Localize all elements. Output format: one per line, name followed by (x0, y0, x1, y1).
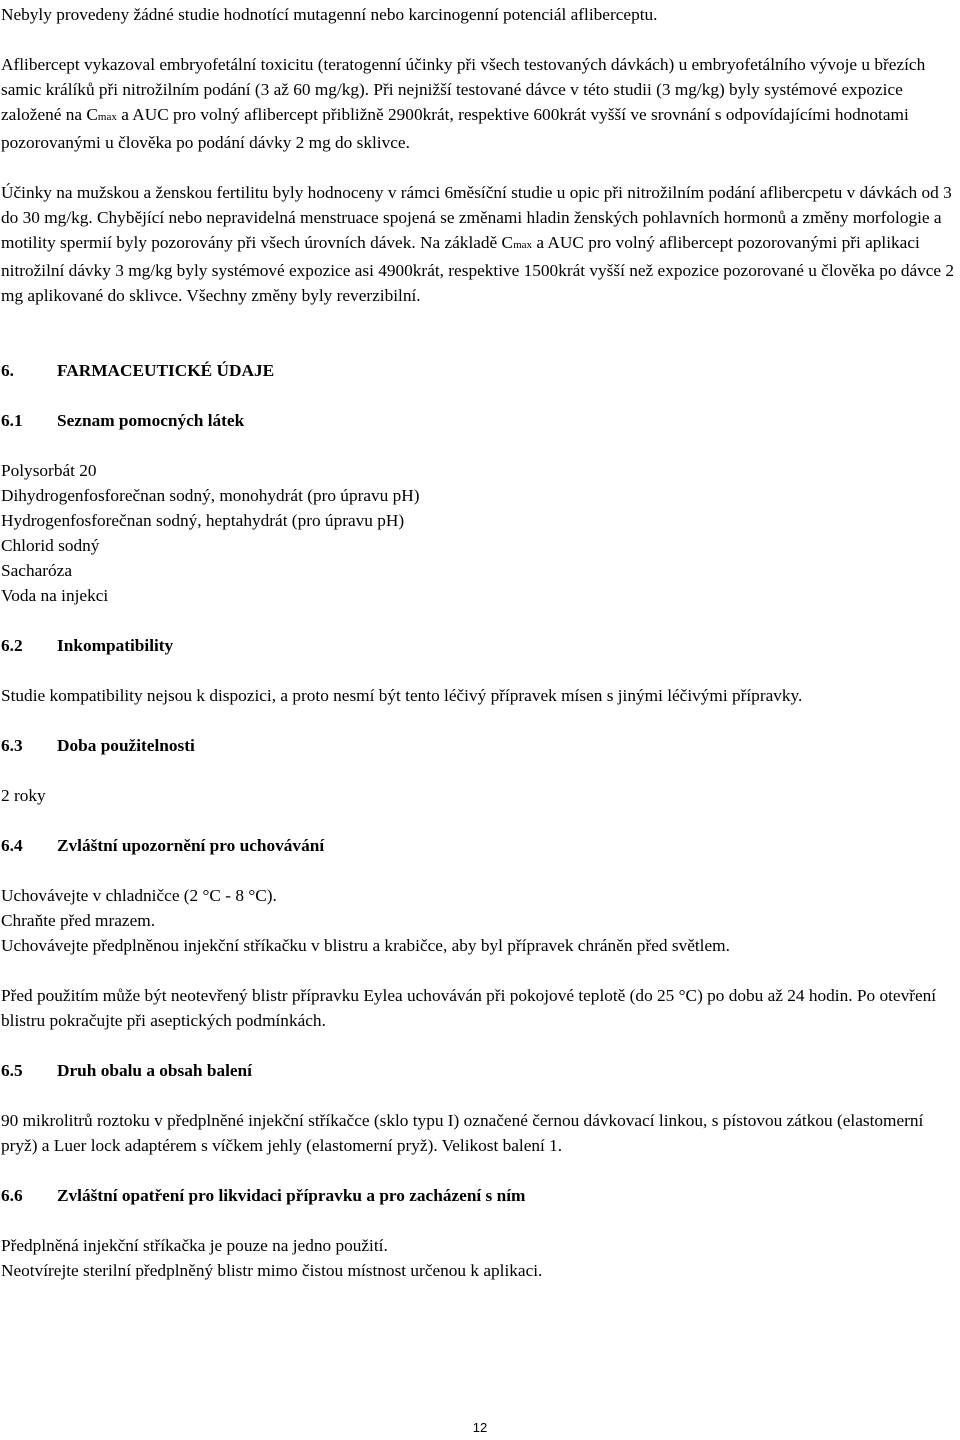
intro-paragraph-2-part-b: a AUC pro volný aflibercept přibližně 2900krát, respektive 600krát vyšší ve srovnání s odpovídajícími hodnotami pozorovanými u člověka po podání dávky 2 mg do sklivce. (1, 105, 909, 152)
list-item: Voda na injekci (1, 586, 109, 605)
page-number: 12 (472, 1420, 488, 1435)
section-number: 6.3 (1, 736, 23, 755)
section-number: 6.2 (1, 636, 23, 655)
section-6-2-heading (1, 633, 957, 658)
intro-paragraph-2 (1, 52, 957, 155)
excipients-list (1, 458, 957, 608)
disposal-line: Předplněná injekční stříkačka je pouze na jedno použití. (1, 1236, 388, 1255)
section-title: Druh obalu a obsah balení (57, 1061, 252, 1080)
list-item: Polysorbát 20 (1, 461, 97, 480)
list-item: Sacharóza (1, 561, 72, 580)
section-6-heading (1, 358, 957, 383)
section-title: Seznam pomocných látek (57, 411, 245, 430)
disposal-lines (1, 1233, 957, 1283)
list-item: Dihydrogenfosforečnan sodný, monohydrát (pro úpravu pH) (1, 486, 420, 505)
section-6-3-heading (1, 733, 957, 758)
intro-paragraph-2-part-a: Aflibercept vykazoval embryofetální toxicitu (teratogenní účinky při všech testovaných dávkách) u embryofetálního vývoje u březích samic králíků při nitrožilním podání (3 až 60 mg/kg). Při nejnižší testované dávce v této studii (3 mg/kg) byly systémové expozice založené na C (1, 55, 926, 124)
storage-line: Chraňte před mrazem. (1, 911, 156, 930)
intro-paragraph-3-part-a: Účinky na mužskou a ženskou fertilitu byly hodnoceny v rámci 6měsíční studie u opic při nitrožilním podání aflibercpetu v dávkách od 3 do 30 mg/kg. Chybějící nebo nepravidelná menstruace spojená se změnami hladin ženských pohlavních hormonů a změny morfologie a motility spermií byly pozorovány při všech úrovních dávek. Na základě C (1, 183, 952, 252)
document-page (1, 0, 957, 1283)
intro-paragraph-3-part-b: a AUC pro volný aflibercept pozorovanými při aplikaci nitrožilní dávky 3 mg/kg byly systémové expozice asi 4900krát, respektive 1500krát vyšší než expozice pozorované u člověka po dávce 2 mg aplikované do sklivce. Všechny změny byly reverzibilní. (1, 233, 955, 305)
section-number: 6. (1, 361, 14, 380)
section-number: 6.4 (1, 836, 23, 855)
section-6-5-heading (1, 1058, 957, 1083)
disposal-line: Neotvírejte sterilní předplněný blistr mimo čistou místnost určenou k aplikaci. (1, 1261, 543, 1280)
section-number: 6.1 (1, 411, 23, 430)
section-title: FARMACEUTICKÉ ÚDAJE (57, 361, 275, 380)
incompatibilities-text: Studie kompatibility nejsou k dispozici, a proto nesmí být tento léčivý přípravek mísen s jinými léčivými přípravky. (1, 686, 803, 705)
cmax-subscript: max (97, 111, 117, 123)
section-6-4-heading (1, 833, 957, 858)
storage-line: Uchovávejte předplněnou injekční stříkačku v blistru a krabičce, aby byl přípravek chráněn před světlem. (1, 936, 730, 955)
storage-lines (1, 883, 957, 958)
cmax-subscript: max (513, 239, 533, 251)
storage-text-2: Před použitím může být neotevřený blistr přípravku Eylea uchováván při pokojové teplotě (do 25 °C) po dobu až 24 hodin. Po otevření blistru pokračujte při aseptických podmínkách. (1, 986, 937, 1030)
intro-paragraph-1: Nebyly provedeny žádné studie hodnotící mutagenní nebo karcinogenní potenciál afliberceptu. (1, 5, 658, 24)
section-title: Inkompatibility (57, 636, 174, 655)
intro-paragraph-3 (1, 180, 957, 308)
section-title: Zvláštní upozornění pro uchovávání (57, 836, 325, 855)
section-6-1-heading (1, 408, 957, 433)
list-item: Chlorid sodný (1, 536, 100, 555)
section-title: Doba použitelnosti (57, 736, 195, 755)
container-text: 90 mikrolitrů roztoku v předplněné injekční stříkačce (sklo typu I) označené černou dávkovací linkou, s pístovou zátkou (elastomerní pryž) a Luer lock adaptérem s víčkem jehly (elastomerní pryž). Velikost balení 1. (1, 1111, 924, 1155)
section-number: 6.6 (1, 1186, 23, 1205)
storage-line: Uchovávejte v chladničce (2 °C - 8 °C). (1, 886, 277, 905)
section-number: 6.5 (1, 1061, 23, 1080)
shelf-life-text: 2 roky (1, 786, 46, 805)
list-item: Hydrogenfosforečnan sodný, heptahydrát (pro úpravu pH) (1, 511, 405, 530)
section-6-6-heading (1, 1183, 957, 1208)
section-title: Zvláštní opatření pro likvidaci přípravku a pro zacházení s ním (57, 1186, 526, 1205)
